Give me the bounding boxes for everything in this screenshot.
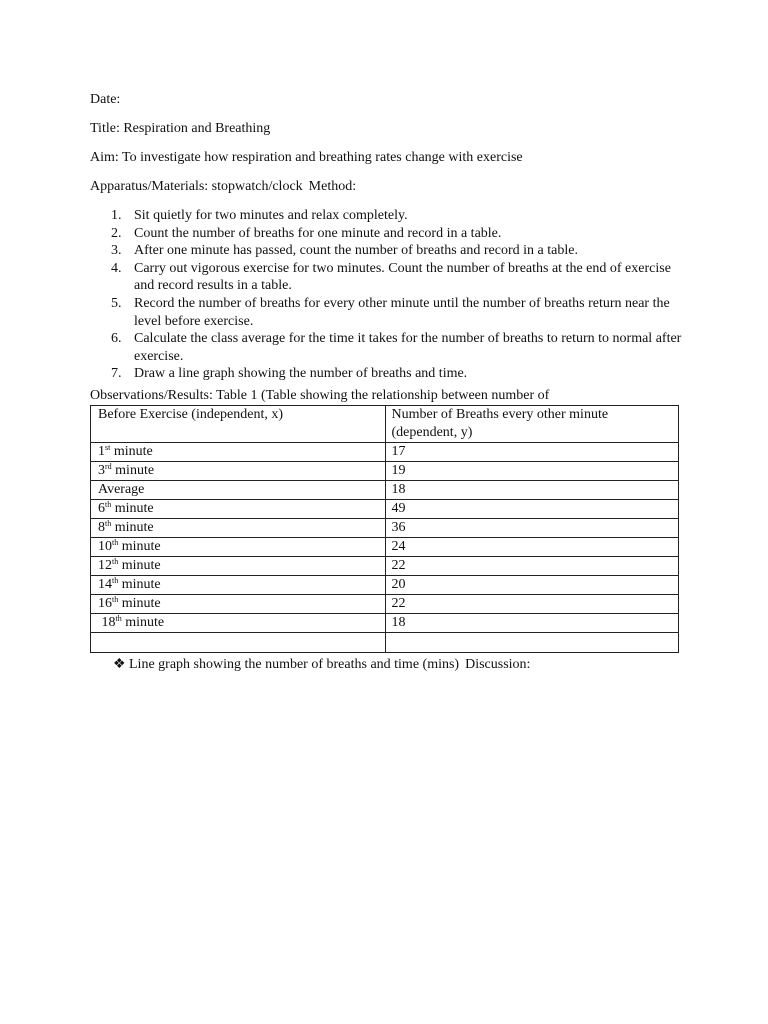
row-label-ordinal: th	[105, 499, 112, 509]
row-label-unit: minute	[121, 614, 165, 630]
row-value-cell: 36	[385, 518, 679, 537]
row-label-number: 18	[98, 614, 116, 630]
row-label-number: Average	[98, 481, 145, 497]
method-step	[90, 242, 682, 260]
row-value-cell: 18	[385, 613, 679, 632]
row-label-cell	[91, 442, 386, 461]
row-label-unit: minute	[118, 538, 161, 554]
column-header-dependent-line2: (dependent, y)	[391, 424, 473, 440]
row-label-unit: minute	[111, 462, 155, 478]
row-label-number: 12	[98, 557, 112, 573]
table-row	[91, 461, 679, 480]
observations-caption: Observations/Results: Table 1 (Table showing the relationship between number of	[90, 387, 550, 403]
method-step-number: 2.	[111, 225, 122, 241]
aim-line: Aim: To investigate how respiration and breathing rates change with exercise	[90, 150, 523, 165]
method-label: Method:	[308, 179, 357, 194]
date-label: Date:	[90, 92, 121, 107]
column-header-dependent-line1: Number of Breaths every other minute	[391, 406, 609, 422]
row-label-ordinal: th	[112, 575, 119, 585]
empty-cell	[385, 632, 679, 652]
table-row	[91, 575, 679, 594]
document-page	[90, 91, 682, 674]
row-label-cell	[91, 594, 386, 613]
row-label-number: 1	[98, 443, 105, 459]
method-step-text: Record the number of breaths for every other minute until the number of breaths return near the level before exercise.	[134, 295, 670, 329]
method-step	[90, 260, 682, 295]
row-label-cell	[91, 556, 386, 575]
method-step-number: 7.	[111, 366, 122, 382]
method-step	[90, 225, 682, 243]
table-row	[91, 613, 679, 632]
row-label-unit: minute	[111, 500, 154, 516]
empty-cell	[91, 632, 386, 652]
row-label-unit: minute	[111, 519, 154, 535]
row-label-unit: minute	[118, 557, 161, 573]
table-row	[91, 442, 679, 461]
row-label-ordinal: th	[112, 537, 119, 547]
row-value-cell: 22	[385, 556, 679, 575]
row-label-unit: minute	[118, 595, 161, 611]
title-line: Title: Respiration and Breathing	[90, 121, 271, 136]
results-table	[90, 405, 679, 653]
method-step-number: 4.	[111, 260, 122, 276]
row-label-cell	[91, 613, 386, 632]
table-row	[91, 499, 679, 518]
table-row-empty	[91, 632, 679, 652]
row-label-number: 10	[98, 538, 112, 554]
row-value-cell: 19	[385, 461, 679, 480]
row-label-number: 14	[98, 576, 112, 592]
column-header-dependent	[385, 405, 679, 442]
method-step-text: Sit quietly for two minutes and relax completely.	[134, 208, 408, 223]
row-label-ordinal: st	[105, 442, 111, 452]
row-label-cell	[91, 499, 386, 518]
table-header-row	[91, 405, 679, 442]
row-label-number: 8	[98, 519, 105, 535]
table-row	[91, 480, 679, 499]
method-step	[90, 365, 682, 383]
method-step	[90, 330, 682, 365]
row-label-ordinal: th	[112, 594, 119, 604]
row-label-number: 3	[98, 462, 105, 478]
row-label-unit: minute	[118, 576, 161, 592]
row-label-ordinal: th	[112, 556, 119, 566]
row-value-cell: 24	[385, 537, 679, 556]
method-step-number: 1.	[111, 208, 122, 223]
row-value-cell: 22	[385, 594, 679, 613]
apparatus-text: Apparatus/Materials: stopwatch/clock	[90, 179, 303, 194]
row-label-cell	[91, 518, 386, 537]
apparatus-line	[90, 178, 682, 196]
method-steps-list	[90, 207, 682, 383]
method-step-number: 3.	[111, 243, 122, 259]
diamond-bullet-icon: ❖	[113, 656, 126, 672]
row-value-cell: 17	[385, 442, 679, 461]
row-label-cell	[91, 575, 386, 594]
method-step-text: Count the number of breaths for one minute and record in a table.	[134, 225, 502, 241]
row-value-cell: 18	[385, 480, 679, 499]
method-step-text: Draw a line graph showing the number of breaths and time.	[134, 366, 468, 382]
row-label-number: 16	[98, 595, 112, 611]
method-step-text: Carry out vigorous exercise for two minutes. Count the number of breaths at the end of exercise and record results in a table.	[134, 260, 671, 294]
column-header-independent: Before Exercise (independent, x)	[91, 405, 386, 442]
row-label-number: 6	[98, 500, 105, 516]
table-row	[91, 537, 679, 556]
discussion-label: Discussion:	[465, 656, 531, 672]
table-row	[91, 518, 679, 537]
row-value-cell: 20	[385, 575, 679, 594]
row-label-cell	[91, 537, 386, 556]
table-row	[91, 556, 679, 575]
row-label-ordinal: th	[115, 613, 122, 623]
row-label-cell	[91, 461, 386, 480]
row-label-unit: minute	[110, 443, 153, 459]
graph-line-text: Line graph showing the number of breaths and time (mins)	[129, 656, 460, 672]
row-label-ordinal: th	[105, 518, 112, 528]
method-step	[90, 295, 682, 330]
method-step-number: 5.	[111, 295, 122, 311]
row-value-cell: 49	[385, 499, 679, 518]
table-row	[91, 594, 679, 613]
row-label-cell	[91, 480, 386, 499]
method-step	[90, 207, 682, 225]
graph-bullet-line	[113, 656, 682, 674]
method-step-text: After one minute has passed, count the number of breaths and record in a table.	[134, 243, 578, 259]
row-label-ordinal: rd	[105, 461, 112, 471]
method-step-text: Calculate the class average for the time it takes for the number of breaths to return to normal after exercise.	[134, 331, 682, 364]
method-step-number: 6.	[111, 331, 122, 347]
